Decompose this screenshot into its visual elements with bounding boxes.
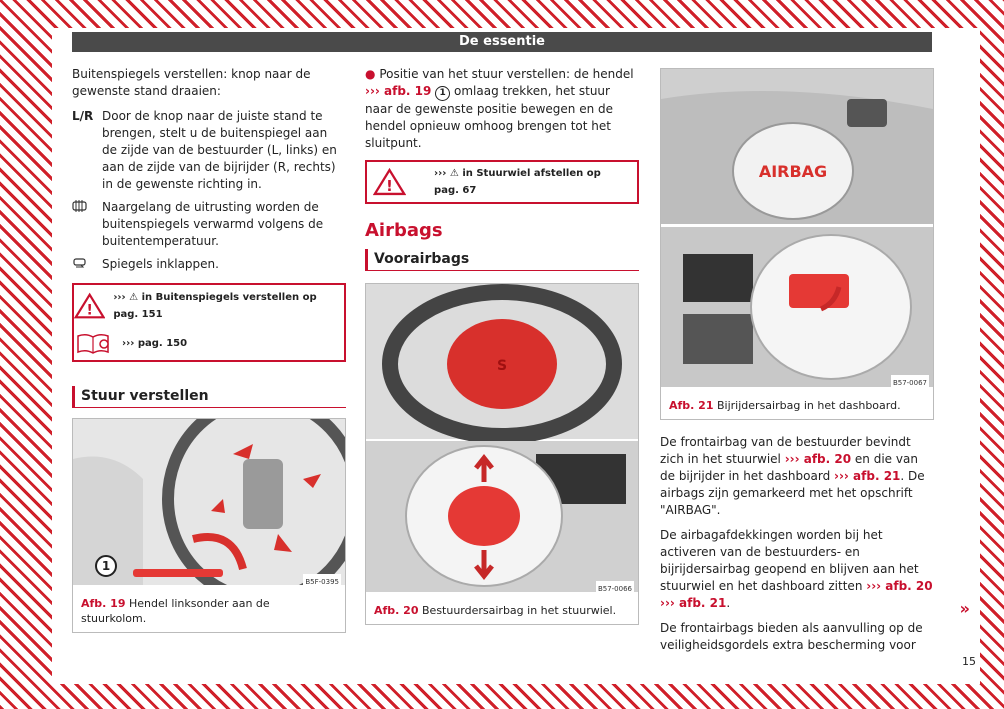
- paragraph-2: De airbagafdekkingen worden bij het activeren van de bestuurders- en bijrijdersairbag geopend en blijven aan het stuurwiel en het dashboard zitten ››› afb. 20 ››› afb. 21.: [660, 528, 933, 610]
- warning-box: [72, 283, 346, 362]
- figure-code: B57-0067: [891, 375, 929, 392]
- callout-marker: 1: [95, 555, 117, 577]
- warning-triangle-icon: [74, 290, 105, 322]
- figure-label: Afb. 19: [81, 597, 126, 610]
- figure-label: Afb. 20: [374, 604, 419, 617]
- callout-marker: 1: [435, 86, 450, 101]
- warning-link[interactable]: ››› ⚠ in Stuurwiel afstellen op pag. 67: [434, 168, 601, 196]
- book-icon: [74, 332, 114, 356]
- lr-key: L/R: [72, 109, 94, 123]
- list-item: [72, 108, 346, 193]
- figure-code: B57-0066: [596, 581, 634, 598]
- figure-ref-link[interactable]: ››› afb. 19: [365, 84, 432, 98]
- warning-link[interactable]: ››› ⚠ in Buitenspiegels verstellen op pag. 151: [113, 292, 317, 320]
- column-1: [72, 66, 346, 633]
- figure-caption-text: Bestuurdersairbag in het stuurwiel.: [422, 604, 617, 617]
- figure-ref-link[interactable]: ››› afb. 20: [784, 452, 852, 466]
- book-link[interactable]: ››› pag. 150: [122, 338, 188, 349]
- warning-row: [74, 285, 344, 327]
- column-2: [365, 66, 639, 625]
- list-item: [72, 199, 346, 250]
- mirror-intro: Buitenspiegels verstellen: knop naar de gewenste stand draaien:: [72, 67, 311, 98]
- figure-code: B5F-0395: [303, 574, 341, 591]
- section-title-steering: Stuur verstellen: [72, 386, 346, 408]
- figure-ref-link[interactable]: ››› afb. 21: [660, 596, 727, 610]
- chapter-title: Airbags: [365, 220, 443, 241]
- column-3: [660, 68, 934, 662]
- figure-caption: [661, 392, 933, 419]
- passenger-airbag-illustration: [661, 69, 933, 387]
- svg-text:S: S: [496, 358, 508, 374]
- figure-19: [72, 418, 346, 633]
- body-text: [660, 434, 934, 654]
- section-header: De essentie: [72, 32, 932, 52]
- figure-caption-text: Hendel linksonder aan de stuurkolom.: [81, 597, 270, 625]
- svg-text:!: !: [386, 178, 393, 196]
- figure-20: [365, 283, 639, 625]
- warning-box: [365, 160, 639, 204]
- heated-mirror-icon: [72, 199, 102, 250]
- list-item: [72, 256, 346, 275]
- list-item-text: Spiegels inklappen.: [102, 257, 219, 271]
- steering-instructions: ● Positie van het stuur verstellen: de hendel ››› afb. 19 1 omlaag trekken, het stuur naar de gewenste positie bewegen en de hendel opnieuw omhoog brengen tot het sluitpunt.: [365, 67, 634, 150]
- book-row: [74, 327, 344, 360]
- figure-caption: [73, 590, 345, 632]
- list-item-text: Naargelang de uitrusting worden de buitenspiegels verwarmd volgens de buitentemperatuur.: [102, 200, 324, 248]
- list-item-text: Door de knop naar de juiste stand te brengen, stelt u de buitenspiegel aan de zijde van de bestuurder (L, links) en aan de zijde van de bijrijder (R, rechts) in de gewenste richting in.: [102, 109, 337, 191]
- paragraph-1: De frontairbag van de bestuurder bevindt zich in het stuurwiel ››› afb. 20 en die van de bijrijder in het dashboard ››› afb. 21. De airbags zijn gemarkeerd met het opschrift "AIRBAG".: [660, 435, 925, 517]
- page: [52, 28, 980, 684]
- airbag-label: AIRBAG: [758, 162, 828, 181]
- figure-21: [660, 68, 934, 420]
- warning-triangle-icon: [373, 166, 406, 198]
- bullet-icon: ●: [365, 67, 376, 81]
- figure-label: Afb. 21: [669, 399, 714, 412]
- svg-text:!: !: [86, 302, 93, 319]
- figure-caption-text: Bijrijdersairbag in het dashboard.: [717, 399, 901, 412]
- paragraph-3: De frontairbags bieden als aanvulling op de veiligheidsgordels extra bescherming voor: [660, 621, 923, 652]
- fold-mirror-icon: [72, 256, 102, 275]
- driver-airbag-illustration: [366, 284, 638, 592]
- figure-ref-link[interactable]: ››› afb. 20: [866, 579, 933, 593]
- continue-arrow-icon: »: [959, 599, 970, 618]
- page-number: 15: [962, 655, 976, 668]
- section-title-front-airbags: Voorairbags: [365, 249, 639, 271]
- figure-caption: [366, 597, 638, 624]
- figure-ref-link[interactable]: ››› afb. 21: [834, 469, 901, 483]
